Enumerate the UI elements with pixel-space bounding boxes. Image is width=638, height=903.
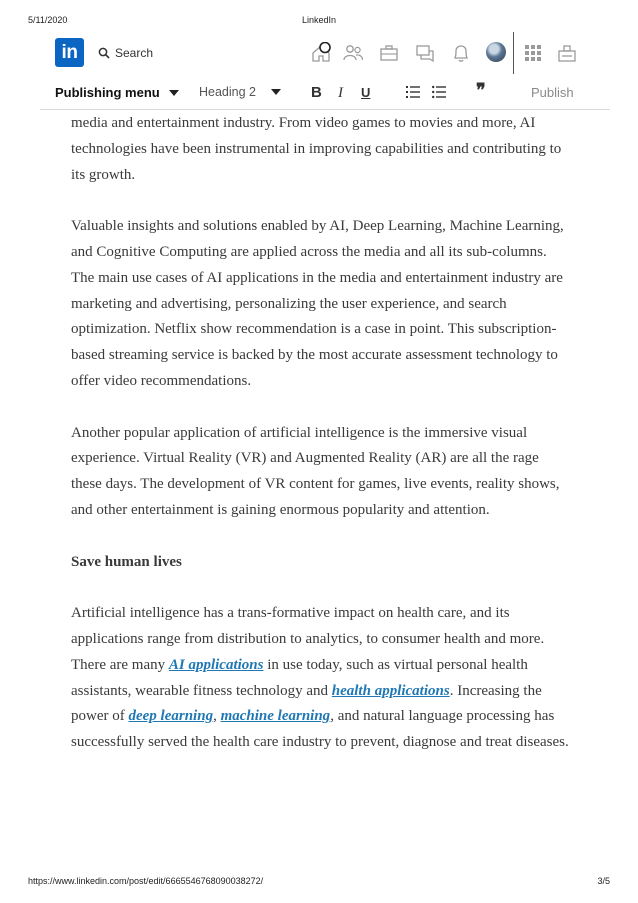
my-network-icon[interactable] xyxy=(342,42,364,64)
article-body[interactable] xyxy=(71,111,571,756)
bold-button[interactable]: B xyxy=(311,84,322,101)
home-icon[interactable] xyxy=(310,42,332,64)
me-avatar[interactable] xyxy=(486,42,506,62)
text-run: . Increasing the power of xyxy=(71,682,542,725)
publishing-menu-button[interactable] xyxy=(55,85,179,100)
print-footer xyxy=(0,876,638,888)
messaging-icon[interactable] xyxy=(414,42,436,64)
link-health-applications[interactable]: health applications xyxy=(331,682,450,699)
learning-icon[interactable] xyxy=(556,42,578,64)
link-ai-applications[interactable]: AI applications xyxy=(168,656,264,673)
heading-style-value: Heading 2 xyxy=(199,85,256,99)
numbered-list-icon xyxy=(406,85,420,99)
text-run: , and natural language processing has successfully served the health care industry to prevent, diagnose and treat diseases. xyxy=(71,708,569,751)
paragraph-immersive: Another popular application of artificial intelligence is the immersive visual experience. Virtual Reality (VR) and Augmented Reality (AR) are all the rage these days. The development of VR content for games, live events, reality shows, and other entertainment is gaining enormous popularity and attention. xyxy=(71,424,560,518)
text-run: Artificial intelligence has a trans-formative impact on health care, and its applications range from distribution to analytics, to consumer health and more. There are many xyxy=(71,605,545,673)
publish-button[interactable]: Publish xyxy=(531,85,574,100)
underline-button[interactable]: U xyxy=(361,85,371,100)
section-heading: Save human lives xyxy=(71,553,182,570)
notifications-icon[interactable] xyxy=(450,42,472,64)
paragraph-insights: Valuable insights and solutions enabled by AI, Deep Learning, Machine Learning, and Cognitive Computing are applied across the media and all its sub-columns. The main use cases of AI applications in the media and entertainment industry are marketing and advertising, personalizing the user experience, and search optimization. Netflix show recommendation is a case in point. This subscription-based streaming service is backed by the most accurate assessment technology to offer video recommendations. xyxy=(71,218,564,389)
publishing-menu-label: Publishing menu xyxy=(55,85,160,100)
chevron-down-icon xyxy=(169,90,179,96)
linkedin-logo[interactable]: in xyxy=(55,38,84,67)
print-date: 5/11/2020 xyxy=(28,15,68,25)
text-run: in use today, such as virtual personal health assistants, wearable fitness technology and xyxy=(71,656,528,699)
numbered-list-button[interactable] xyxy=(406,85,420,103)
work-grid-icon[interactable] xyxy=(522,42,544,64)
nav-divider xyxy=(513,32,514,74)
print-header xyxy=(0,15,638,27)
search-label: Search xyxy=(115,46,154,60)
link-deep-learning[interactable]: deep learning xyxy=(128,708,214,725)
search-box[interactable] xyxy=(98,43,153,63)
heading-style-select[interactable] xyxy=(199,85,281,99)
chevron-down-icon xyxy=(271,89,281,95)
bullet-list-button[interactable] xyxy=(432,85,446,103)
text-run: , xyxy=(213,708,221,725)
quote-button[interactable]: ❞ xyxy=(476,80,485,100)
print-page-number: 3/5 xyxy=(597,876,610,886)
link-machine-learning[interactable]: machine learning xyxy=(220,708,331,725)
paragraph-health xyxy=(71,601,571,756)
search-icon xyxy=(98,47,110,59)
bullet-list-icon xyxy=(432,85,446,99)
print-url: https://www.linkedin.com/post/edit/6665546768090038272/ xyxy=(28,876,264,886)
italic-button[interactable]: I xyxy=(338,85,343,101)
top-navigation xyxy=(0,30,638,76)
jobs-icon[interactable] xyxy=(378,42,400,64)
paragraph-media: media and entertainment industry. From video games to movies and more, AI technologies have been instrumental in improving capabilities and contributing to its growth. xyxy=(71,115,562,183)
print-title: LinkedIn xyxy=(301,15,337,25)
toolbar-divider xyxy=(40,109,610,110)
editor-toolbar xyxy=(0,78,638,110)
